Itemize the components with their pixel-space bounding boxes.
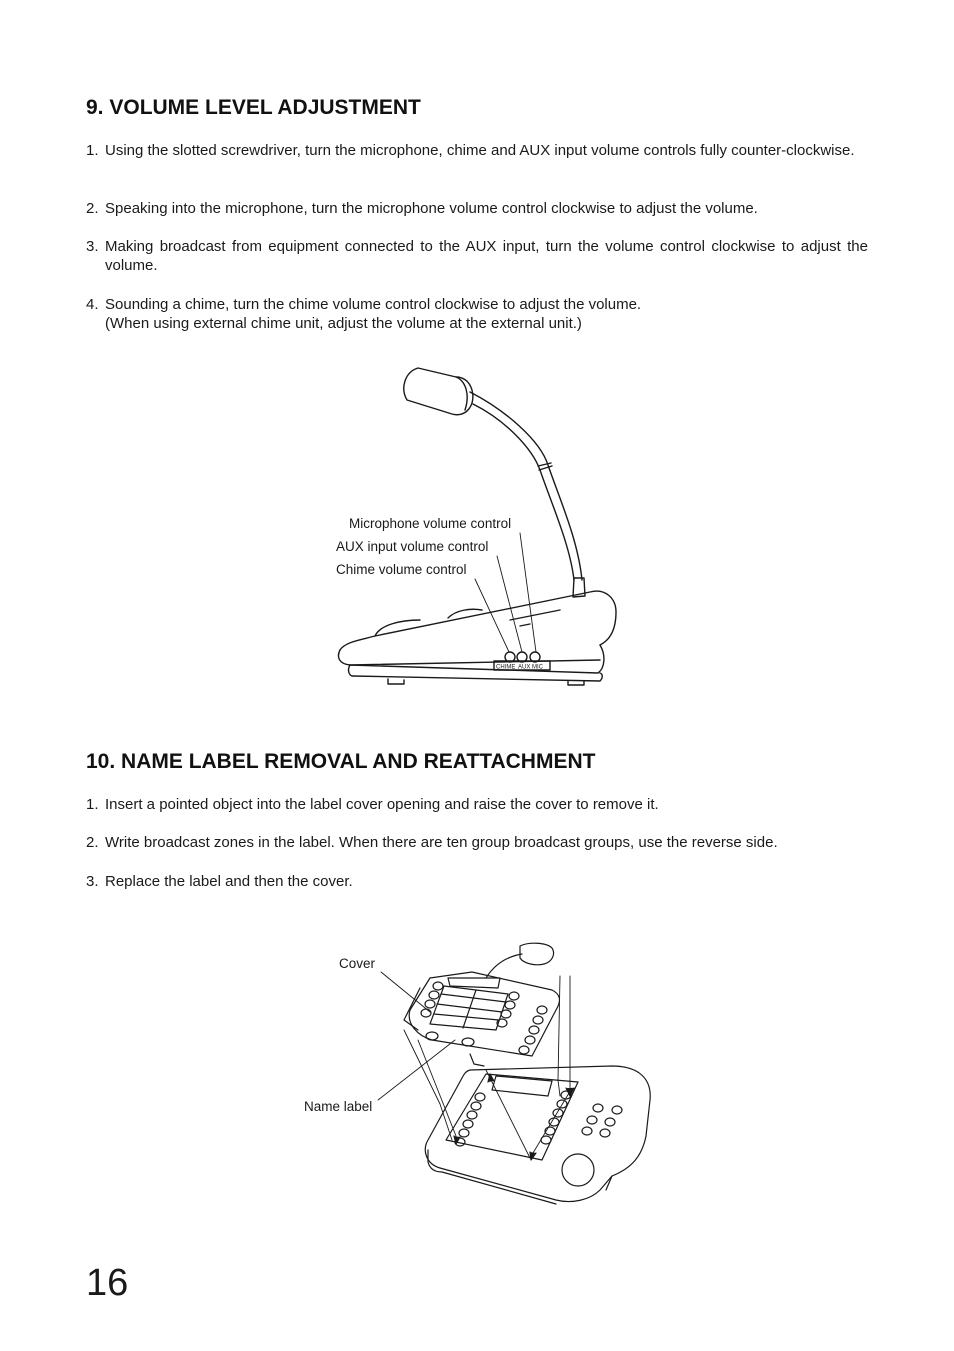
step-text: Speaking into the microphone, turn the microphone volume control clockwise to adjust the volume. bbox=[105, 200, 758, 217]
step-text: Sounding a chime, turn the chime volume control clockwise to adjust the volume. bbox=[105, 296, 642, 313]
step-text: Write broadcast zones in the label. When there are ten group broadcast groups, use the reverse side. bbox=[105, 834, 778, 851]
panel-aux-label: AUX bbox=[518, 664, 531, 671]
step-number: 3. bbox=[86, 238, 99, 255]
step-number: 4. bbox=[86, 296, 99, 313]
step-number: 3. bbox=[86, 873, 99, 890]
cover-label: Cover bbox=[339, 956, 376, 971]
step-text: Insert a pointed object into the label cover opening and raise the cover to remove it. bbox=[105, 796, 659, 813]
section-10-title: 10. NAME LABEL REMOVAL AND REATTACHMENT bbox=[86, 750, 596, 773]
step-text: Making broadcast from equipment connected to the AUX input, turn the volume control clockwise to adjust the volume. bbox=[105, 238, 868, 274]
chime-volume-label: Chime volume control bbox=[336, 562, 467, 577]
step-note: (When using external chime unit, adjust the volume at the external unit.) bbox=[105, 315, 582, 332]
panel-chime-label: CHIME bbox=[496, 664, 516, 671]
step-number: 1. bbox=[86, 796, 99, 813]
aux-volume-label: AUX input volume control bbox=[336, 539, 489, 554]
step-number: 2. bbox=[86, 834, 99, 851]
mic-volume-label: Microphone volume control bbox=[349, 516, 512, 531]
step-number: 2. bbox=[86, 200, 99, 217]
step-text: Using the slotted screwdriver, turn the microphone, chime and AUX input volume controls fully counter-clockwise. bbox=[105, 142, 855, 159]
section-10-step-1 bbox=[86, 795, 868, 814]
section-10-step-3 bbox=[86, 872, 868, 891]
name-label-label: Name label bbox=[304, 1099, 373, 1114]
step-text: Replace the label and then the cover. bbox=[105, 873, 353, 890]
panel-mic-label: MIC bbox=[532, 664, 543, 671]
section-10-step-2 bbox=[86, 833, 868, 852]
step-number: 1. bbox=[86, 142, 99, 159]
section-9-title: 9. VOLUME LEVEL ADJUSTMENT bbox=[86, 96, 421, 119]
page-number: 16 bbox=[86, 1262, 129, 1304]
label-removal-illustration bbox=[0, 930, 954, 1250]
